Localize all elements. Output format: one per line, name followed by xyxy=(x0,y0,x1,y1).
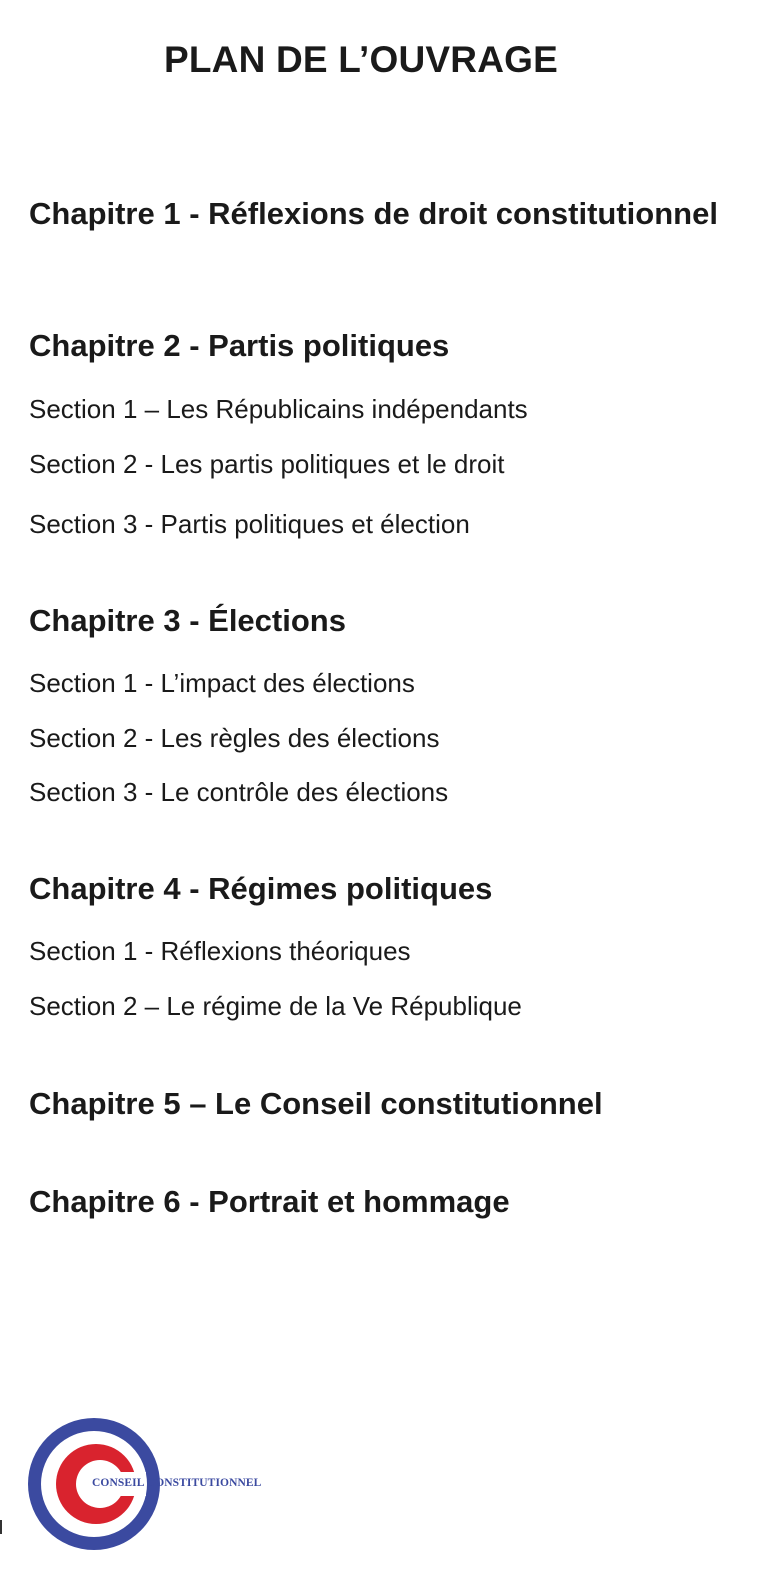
chapter-1-title: Chapitre 1 - Réflexions de droit constitutionnel xyxy=(29,196,718,231)
chapter-3-section-3: Section 3 - Le contrôle des élections xyxy=(29,777,449,807)
chapter-2-section-2: Section 2 - Les partis politiques et le droit xyxy=(29,449,505,479)
chapter-2-section-1: Section 1 – Les Républicains indépendants xyxy=(29,394,528,424)
edge-mark xyxy=(0,1520,2,1534)
conseil-constitutionnel-logo xyxy=(28,1416,278,1556)
chapter-4-title: Chapitre 4 - Régimes politiques xyxy=(29,871,493,906)
chapter-2-title: Chapitre 2 - Partis politiques xyxy=(29,328,450,363)
chapter-4-section-2: Section 2 – Le régime de la Ve République xyxy=(29,991,522,1021)
chapter-5-title: Chapitre 5 – Le Conseil constitutionnel xyxy=(29,1086,603,1121)
chapter-2-section-3: Section 3 - Partis politiques et élection xyxy=(29,509,470,539)
logo-text: CONSEIL CONSTITUTIONNEL xyxy=(92,1477,262,1489)
chapter-3-section-2: Section 2 - Les règles des élections xyxy=(29,723,440,753)
chapter-4-section-1: Section 1 - Réflexions théoriques xyxy=(29,936,411,966)
page-title: PLAN DE L’OUVRAGE xyxy=(164,39,558,80)
chapter-3-section-1: Section 1 - L’impact des élections xyxy=(29,668,415,698)
chapter-3-title: Chapitre 3 - Élections xyxy=(29,603,346,638)
chapter-6-title: Chapitre 6 - Portrait et hommage xyxy=(29,1184,510,1219)
